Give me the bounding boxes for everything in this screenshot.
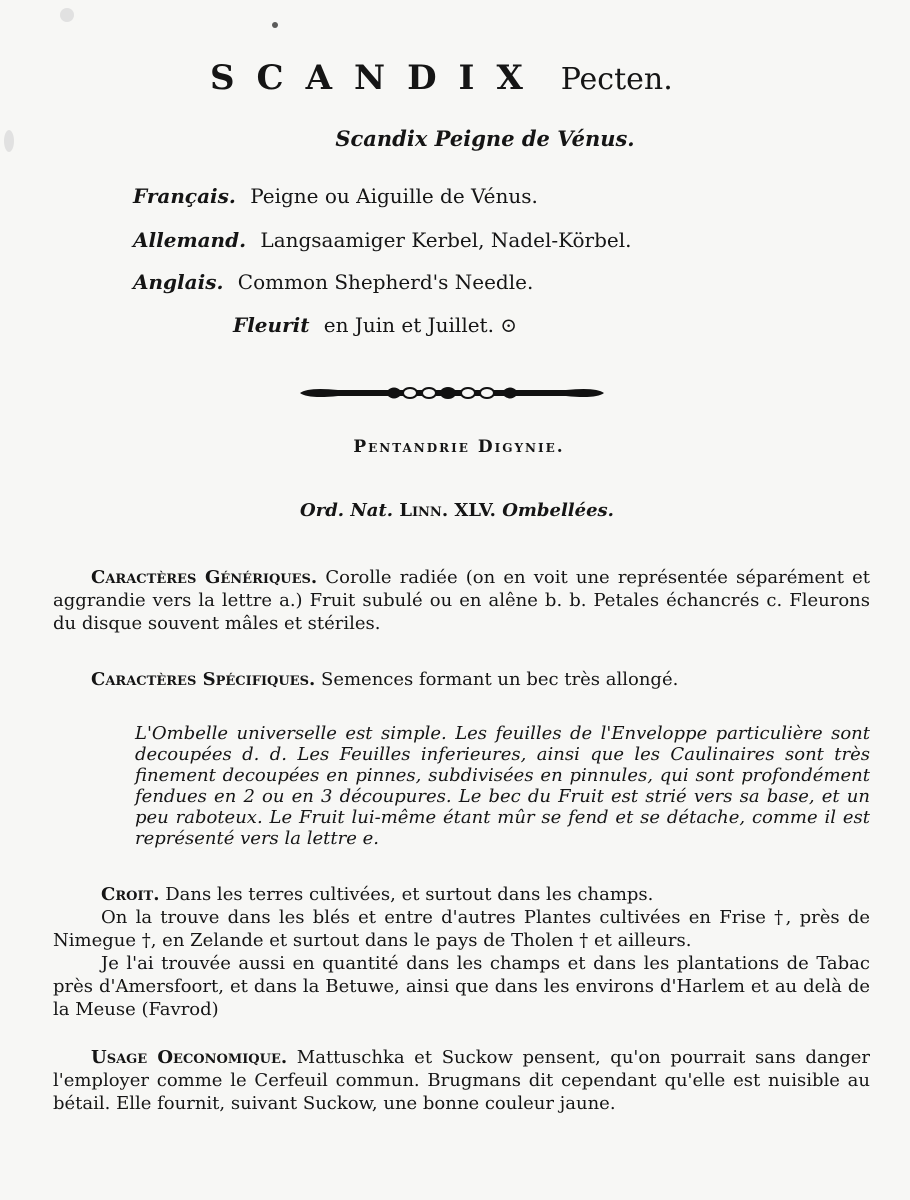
habitat-line xyxy=(53,883,870,906)
plant-description: L'Ombelle universelle est simple. Les feuilles de l'Enveloppe particulière sont decoupées d. d. Les Feuilles inferieures, ainsi que les Caulinaires sont très finement decoupées en pinnes, subdivisées en pinnules, qui sont profondément fendues en 2 ou en 3 découpures. Le bec du Fruit est strié vers sa base, et un peu raboteux. Le Fruit lui-même étant mûr se fend et se détache, comme il est représenté vers la lettre e. xyxy=(135,723,870,849)
name-french xyxy=(133,184,538,208)
order-prefix: Ord. Nat. xyxy=(300,500,394,521)
linnaean-class-text: Pentandrie Digynie. xyxy=(353,437,565,457)
ink-smudge xyxy=(60,8,74,22)
section-heading: Croit. xyxy=(101,884,160,905)
linnaean-class xyxy=(0,437,910,457)
section-heading: Caractères Génériques. xyxy=(91,567,318,588)
name-text: Common Shepherd's Needle. xyxy=(237,270,534,294)
section-text: Corolle radiée (on en voit une représentée séparément et aggrandie vers la lettre a.) Fruit subulé ou en alêne b. b. Petales échancrés c. Fleurons du disque souvent mâles et stériles. xyxy=(53,567,870,634)
flowering-label: Fleurit xyxy=(233,313,310,337)
natural-order xyxy=(0,500,910,521)
name-german xyxy=(133,228,632,252)
order-linn: Linn. XLV. xyxy=(399,500,496,521)
habitat-line: On la trouve dans les blés et entre d'autres Plantes cultivées en Frise †, près de Nimegue †, en Zelande et surtout dans le pays de Tholen † et ailleurs. xyxy=(53,907,870,951)
title-species: Pecten. xyxy=(560,62,673,97)
habitat-line: Je l'ai trouvée aussi en quantité dans les champs et dans les plantations de Tabac près d'Amersfoort, et dans la Betuwe, ainsi que dans les environs d'Harlem et au delà de la Meuse (Favrod) xyxy=(53,953,870,1020)
name-text: Peigne ou Aiguille de Vénus. xyxy=(250,184,538,208)
economic-usage xyxy=(53,1046,870,1115)
name-text: Langsaamiger Kerbel, Nadel-Körbel. xyxy=(260,228,632,252)
page-subtitle: Scandix Peigne de Vénus. xyxy=(335,126,635,151)
ornamental-divider xyxy=(298,382,606,404)
section-heading: Usage Oeconomique. xyxy=(91,1047,288,1068)
title-genus: SCANDIX xyxy=(210,58,545,98)
order-family: Ombellées. xyxy=(502,500,614,521)
specific-characters xyxy=(91,668,870,691)
flowering-time xyxy=(233,313,517,337)
habitat-section xyxy=(53,883,870,1021)
section-text: Mattuschka et Suckow pensent, qu'on pourrait sans danger l'employer comme le Cerfeuil commun. Brugmans dit cependant qu'elle est nuisible au bétail. Elle fournit, suivant Suckow, une bonne couleur jaune. xyxy=(53,1047,870,1114)
name-language-label: Français. xyxy=(133,184,236,208)
flowering-text: en Juin et Juillet. ⊙ xyxy=(323,313,518,337)
section-heading: Caractères Spécifiques. xyxy=(91,669,316,690)
generic-characters xyxy=(53,566,870,635)
habitat-text: Dans les terres cultivées, et surtout dans les champs. xyxy=(165,884,654,905)
name-language-label: Anglais. xyxy=(133,270,224,294)
ink-smudge xyxy=(272,22,278,28)
section-text: Semences formant un bec très allongé. xyxy=(320,669,679,690)
page-title xyxy=(210,58,673,98)
name-language-label: Allemand. xyxy=(133,228,247,252)
name-english xyxy=(133,270,533,294)
